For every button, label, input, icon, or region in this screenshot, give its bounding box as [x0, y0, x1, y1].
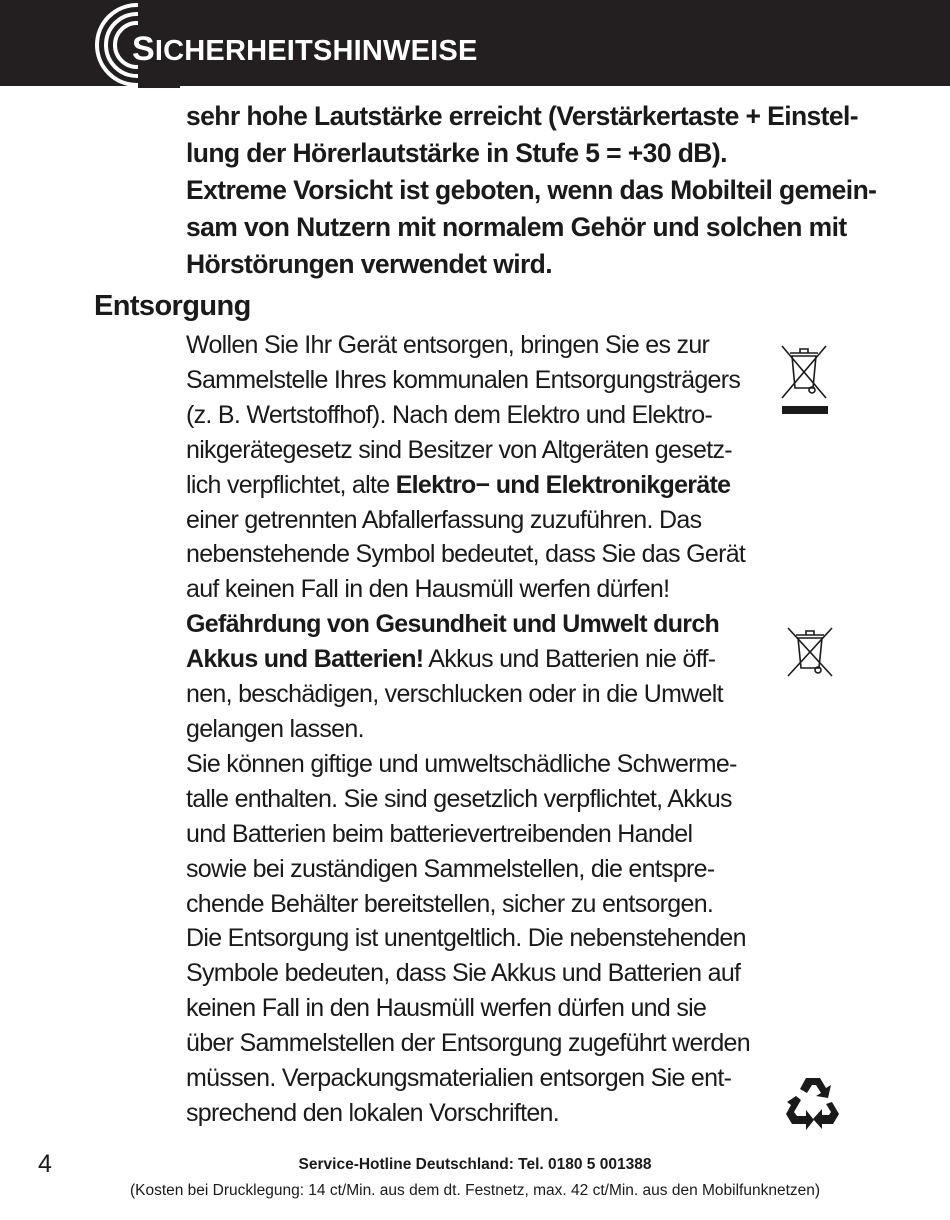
text-line: chende Behälter bereitstellen, sicher zu entsorgen.: [186, 889, 714, 918]
text-line: nebenstehende Symbol bedeutet, dass Sie das Gerät: [186, 540, 746, 569]
text-segment: Akkus und Batterien nie öff-: [423, 645, 716, 674]
text-line: Die Entsorgung ist unentgeltlich. Die nebenstehenden: [186, 924, 746, 953]
text-line: sprechend den lokalen Vorschriften.: [186, 1098, 559, 1127]
page-header: [0, 0, 950, 86]
intro-line: sam von Nutzern mit normalem Gehör und solchen mit: [186, 212, 847, 242]
intro-line: sehr hohe Lautstärke erreicht (Verstärkertaste + Einstel-: [186, 101, 859, 131]
bold-text-segment: Akkus und Batterien!: [186, 645, 424, 674]
text-line: auf keinen Fall in den Hausmüll werfen dürfen!: [186, 575, 670, 604]
crossed-out-wheelie-bin-icon: [784, 624, 836, 680]
text-line: [186, 468, 786, 503]
header-title-rest: ICHERHEITSHINWEISE: [154, 35, 478, 67]
intro-line: lung der Hörerlautstärke in Stufe 5 = +30 dB).: [186, 138, 727, 168]
section-heading: Entsorgung: [94, 290, 251, 322]
text-line: keinen Fall in den Hausmüll werfen dürfen und sie: [186, 994, 707, 1023]
text-line: sowie bei zuständigen Sammelstellen, die entspre-: [186, 854, 715, 883]
page-number: 4: [38, 1150, 52, 1178]
recycling-icon: [782, 1074, 846, 1134]
text-line: nen, beschädigen, verschlucken oder in die Umwelt: [186, 680, 723, 709]
text-line: müssen. Verpackungsmaterialien entsorgen Sie ent-: [186, 1064, 732, 1093]
intro-line: Extreme Vorsicht ist geboten, wenn das Mobilteil gemein-: [186, 175, 877, 205]
text-line: gelangen lassen.: [186, 714, 364, 743]
text-line: Wollen Sie Ihr Gerät entsorgen, bringen Sie es zur: [186, 331, 710, 359]
intro-paragraph: [186, 98, 877, 283]
text-line: (z. B. Wertstoffhof). Nach dem Elektro und Elektro-: [186, 400, 713, 429]
service-hotline: Service-Hotline Deutschland: Tel. 0180 5 001388: [298, 1156, 652, 1173]
text-line: talle enthalten. Sie sind gesetzlich verpflichtet, Akkus: [186, 784, 732, 813]
intro-line: Hörstörungen verwendet wird.: [186, 249, 553, 279]
call-costs-note: (Kosten bei Drucklegung: 14 ct/Min. aus dem dt. Festnetz, max. 42 ct/Min. aus den Mobilfunknetzen): [129, 1182, 821, 1199]
text-line: und Batterien beim batterievertreibenden Handel: [186, 819, 693, 848]
text-line: einer getrennten Abfallerfassung zuzuführen. Das: [186, 505, 702, 534]
text-segment: lich verpflichtet, alte: [186, 470, 396, 499]
text-line: über Sammelstellen der Entsorgung zugeführt werden: [186, 1029, 750, 1058]
text-line: Sie können giftige und umweltschädliche Schwerme-: [186, 749, 737, 778]
text-line: Sammelstelle Ihres kommunalen Entsorgungsträgers: [186, 365, 741, 394]
header-title-initial: S: [132, 30, 155, 68]
section-header-title: [132, 30, 478, 69]
bold-text-line: Gefährdung von Gesundheit und Umwelt durch: [186, 610, 720, 639]
crossed-out-wheelie-bin-icon: [778, 342, 830, 420]
disposal-paragraph: [186, 328, 786, 1131]
text-line: Symbole bedeuten, dass Sie Akkus und Batterien auf: [186, 959, 741, 988]
text-line: [186, 642, 786, 677]
bold-text-segment: Elektro− und Elektronikgeräte: [395, 470, 731, 499]
text-line: nikgerätegesetz sind Besitzer von Altgeräten gesetz-: [186, 435, 732, 464]
